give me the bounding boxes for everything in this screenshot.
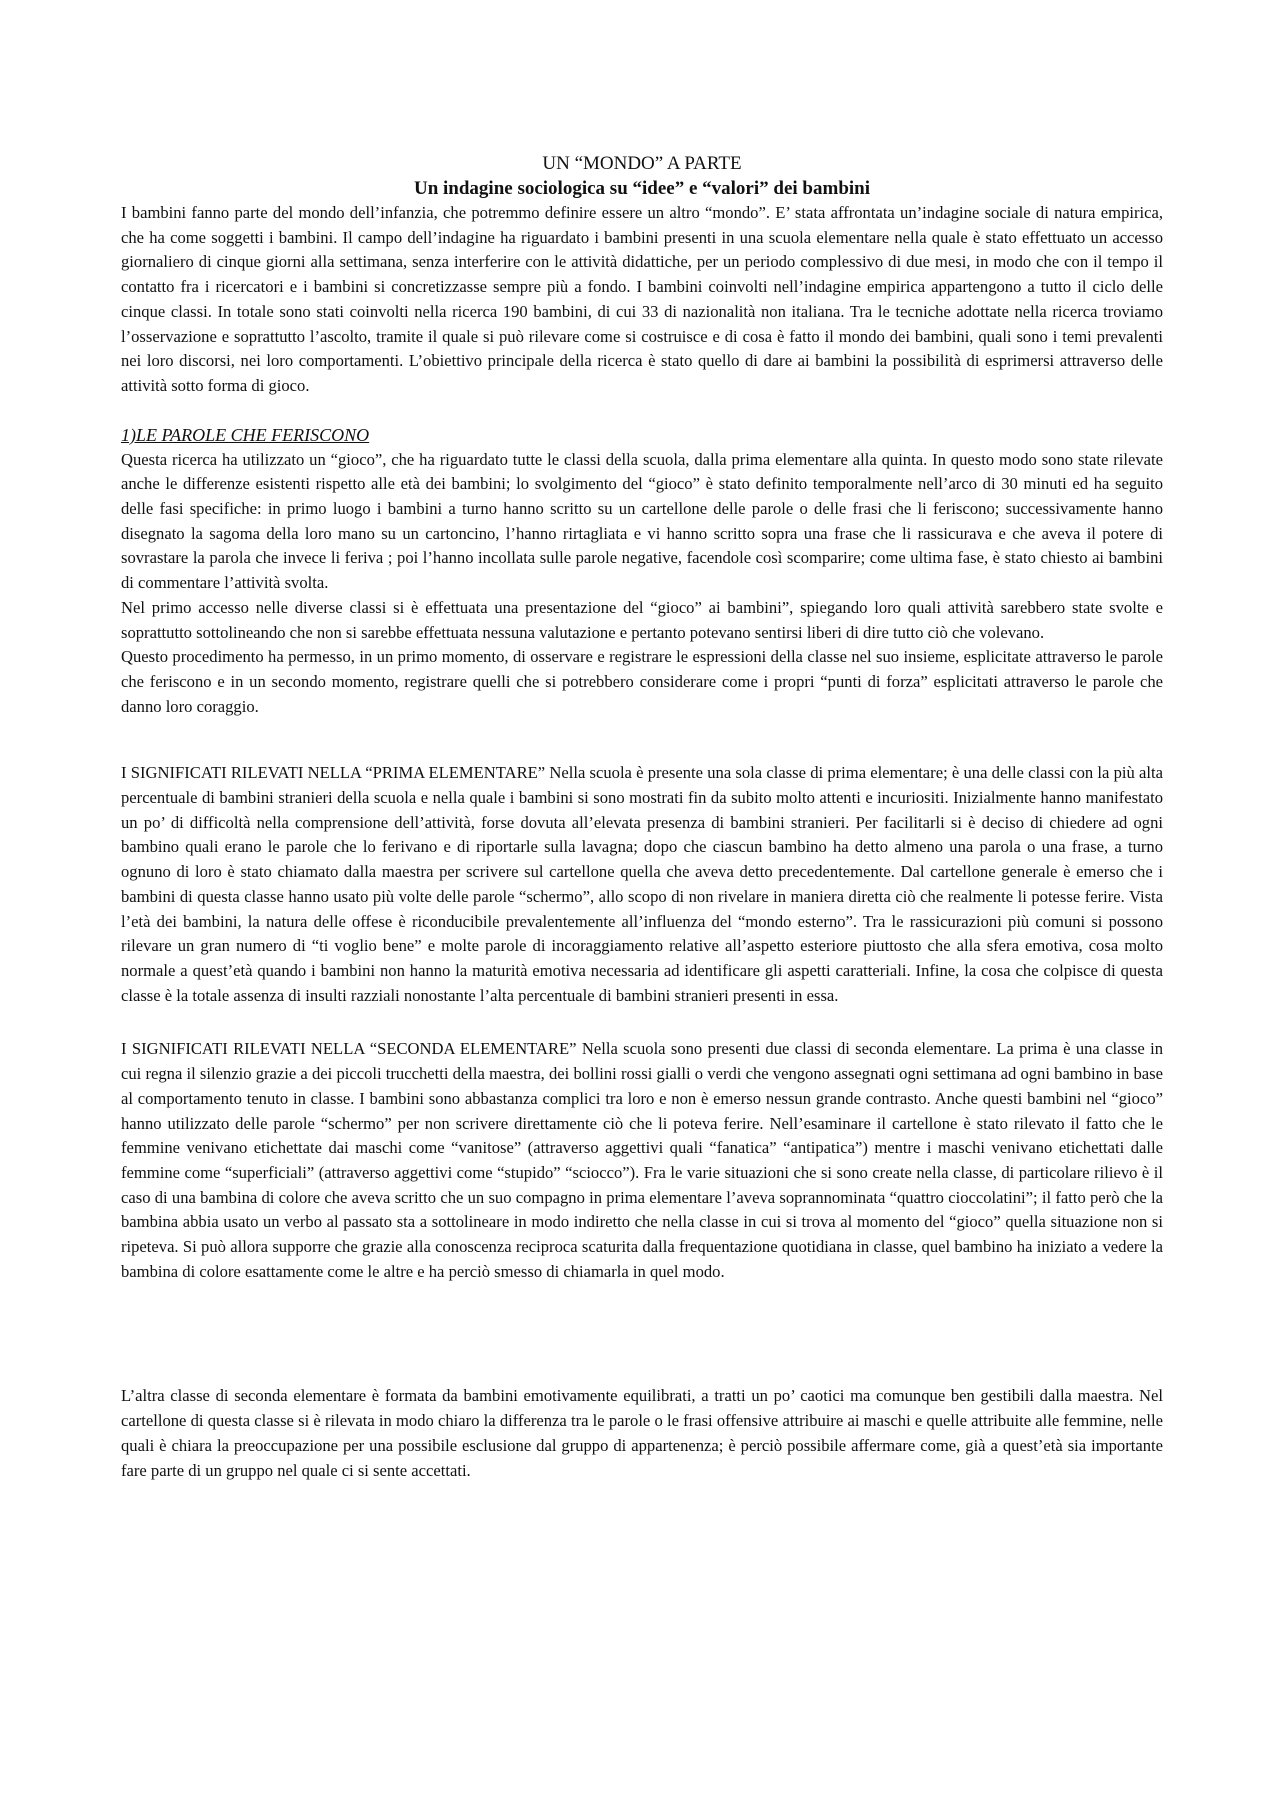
section1-paragraph-3: Questo procedimento ha permesso, in un primo momento, di osservare e registrare le espressioni della classe nel suo insieme, esplicitate attraverso le parole che feriscono e in un secondo momento, registrare quelli che si potrebbero considerare come i propri “punti di forza” esplicitati attraverso le parole che danno loro coraggio. xyxy=(121,647,1163,716)
section1-paragraph-2: Nel primo accesso nelle diverse classi si è effettuata una presentazione del “gioco” ai bambini”, spiegando loro quali attività sarebbero state svolte e soprattutto sottolineando che non si sarebbe effettuata nessuna valutazione e pertanto potevano sentirsi liberi di dire tutto ciò che volevano. xyxy=(121,597,1163,642)
document-page xyxy=(121,152,1163,1483)
intro-paragraph: I bambini fanno parte del mondo dell’infanzia, che potremmo definire essere un altro “mondo”. E’ stata affrontata un’indagine sociale di natura empirica, che ha come soggetti i bambini. Il campo dell’indagine ha riguardato i bambini presenti in una scuola elementare nella quale è stato effettuato un accesso giornaliero di cinque giorni alla settimana, senza interferire con le attività didattiche, per un periodo complessivo di due mesi, in modo che con il tempo il contatto fra i ricercatori e i bambini si concretizzasse sempre più a fondo. I bambini coinvolti nell’indagine empirica appartengono a tutto il ciclo delle cinque classi. In totale sono stati coinvolti nella ricerca 190 bambini, di cui 33 di nazionalità non italiana. Tra le tecniche adottate nella ricerca troviamo l’osservazione e soprattutto l’ascolto, tramite il quale si può rilevare come si costruisce e di cosa è fatto il mondo dei bambini, quali sono i temi prevalenti nei loro discorsi, nei loro comportamenti. L’obiettivo principale della ricerca è stato quello di dare ai bambini la possibilità di esprimersi attraverso delle attività sotto forma di gioco. xyxy=(121,203,1163,395)
altra-seconda-paragraph: L’altra classe di seconda elementare è formata da bambini emotivamente equilibrati, a tratti un po’ caotici ma comunque ben gestibili dalla maestra. Nel cartellone di questa classe si è rilevata in modo chiaro la differenza tra le parole o le frasi offensive attribuire ai maschi e quelle attribuite alle femmine, nelle quali è chiara la preoccupazione per una possibile esclusione dal gruppo di appartenenza; è perciò possibile affermare come, già a quest’età sia importante fare parte di un gruppo nel quale ci si sente accettati. xyxy=(121,1386,1163,1480)
document-subtitle: Un indagine sociologica su “idee” e “valori” dei bambini xyxy=(413,178,871,199)
section-heading-parole-che-feriscono: 1)LE PAROLE CHE FERISCONO xyxy=(121,424,370,445)
document-title: UN “MONDO” A PARTE xyxy=(542,153,742,174)
prima-elementare-paragraph: I SIGNIFICATI RILEVATI NELLA “PRIMA ELEMENTARE” Nella scuola è presente una sola classe di prima elementare; è una delle classi con la più alta percentuale di bambini stranieri della scuola e nella quale i bambini si sono mostrati fin da subito molto attenti e incuriositi. Inizialmente hanno manifestato un po’ di difficoltà nella comprensione dell’attività, forse dovuta all’elevata presenza di bambini stranieri. Per facilitarli si è deciso di chiedere ad ogni bambino quali erano le parole che lo ferivano e di riportarle sulla lavagna; dopo che ciascun bambino ha detto almeno una parola o una frase, a turno ognuno di loro è stato chiamato dalla maestra per scrivere sul cartellone quella che aveva detto precedentemente. Dal cartellone generale è emerso che i bambini di questa classe hanno usato più volte delle parole “schermo”, allo scopo di non rivelare in maniera diretta ciò che realmente li potesse ferire. Vista l’età dei bambini, la natura delle offese è riconducibile prevalentemente all’influenza del “mondo esterno”. Tra le rassicurazioni più comuni si possono rilevare un gran numero di “ti voglio bene” e molte parole di incoraggiamento relative all’aspetto esteriore piuttosto che alla sfera emotiva, cosa molto normale a quest’età quando i bambini non hanno la maturità emotiva necessaria ad identificare gli aspetti caratteriali. Infine, la cosa che colpisce di questa classe è la totale assenza di insulti razziali nonostante l’alta percentuale di bambini stranieri presenti in essa. xyxy=(121,763,1163,1005)
seconda-elementare-paragraph: I SIGNIFICATI RILEVATI NELLA “SECONDA ELEMENTARE” Nella scuola sono presenti due classi di seconda elementare. La prima è una classe in cui regna il silenzio grazie a dei piccoli trucchetti della maestra, dei bollini rossi gialli o verdi che vengono assegnati ogni settimana ad ogni bambino in base al comportamento tenuto in classe. I bambini sono abbastanza complici tra loro e non è emerso nessun grande contrasto. Anche questi bambini nel “gioco” hanno utilizzato delle parole “schermo” per non scrivere direttamente ciò che li poteva ferire. Nell’esaminare il cartellone è stato rilevato il fatto che le femmine venivano etichettate dai maschi come “vanitose” (attraverso aggettivi quali “fanatica” “antipatica”) mentre i maschi venivano etichettati dalle femmine come “superficiali” (attraverso aggettivi come “stupido” “sciocco”). Fra le varie situazioni che si sono create nella classe, di particolare rilievo è il caso di una bambina di colore che aveva scritto che un suo compagno in prima elementare l’aveva soprannominata “quattro cioccolatini”; il fatto però che la bambina abbia usato un verbo al passato sta a sottolineare in modo indiretto che nella classe in cui si trova al momento del “gioco” quella situazione non si ripeteva. Si può allora supporre che grazie alla conoscenza reciproca scaturita dalla frequentazione quotidiana in classe, quel bambino ha iniziato a vedere la bambina di colore esattamente come le altre e ha perciò smesso di chiamarla in quel modo. xyxy=(121,1039,1163,1281)
section1-paragraph-1: Questa ricerca ha utilizzato un “gioco”, che ha riguardato tutte le classi della scuola, dalla prima elementare alla quinta. In questo modo sono state rilevate anche le differenze esistenti rispetto alle età dei bambini; lo svolgimento del “gioco” è stato definito temporalmente nell’arco di 30 minuti ed ha seguito delle fasi specifiche: in primo luogo i bambini a turno hanno scritto su un cartellone delle parole o delle frasi che li feriscono; successivamente hanno disegnato la sagoma della loro mano su un cartoncino, l’hanno rirtagliata e vi hanno scritto sopra una frase che li rassicurava e che aveva il potere di sovrastare la parola che invece li feriva ; poi l’hanno incollata sulle parole negative, facendole così scomparire; come ultima fase, è stato chiesto ai bambini di commentare l’attività svolta. xyxy=(121,449,1163,593)
